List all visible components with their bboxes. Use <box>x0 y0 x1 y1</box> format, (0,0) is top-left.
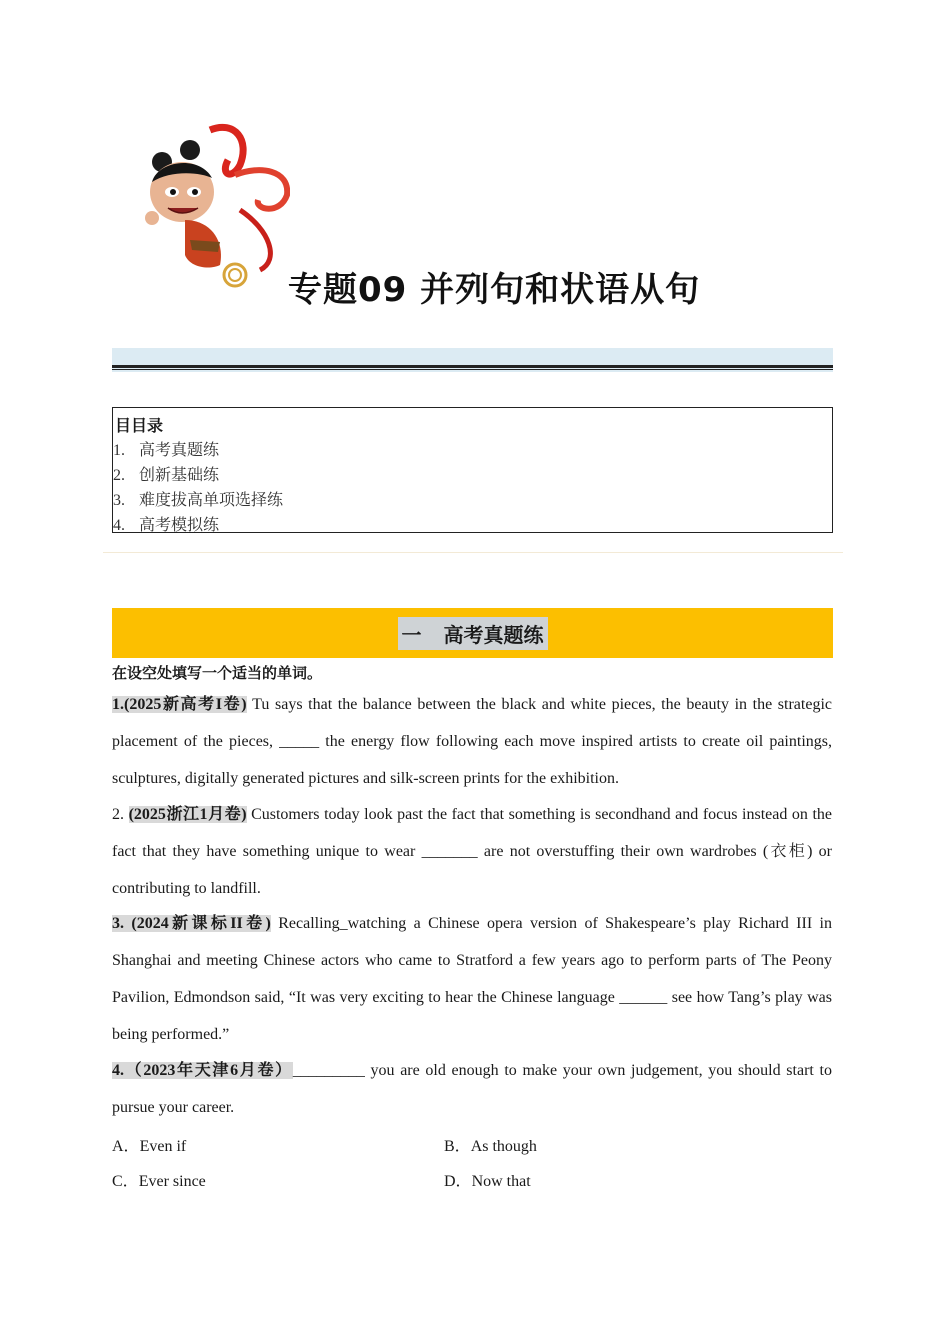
question-2: 2. (2025浙江1月卷) Customers today look past the fact that something is secondhand and focus instead on the fact that they have something unique to wear _______ are not overstuffing their own wardrobes (衣柜) or contributing to landfill. <box>112 806 833 897</box>
question-4 <box>112 1052 832 1126</box>
mascot-illustration <box>140 120 290 300</box>
question-text: Tu says that the balance between the black and white pieces, the beauty in the strategic placement of the pieces, _____ the energy flow following each move inspired artists to create oil paintings, sculptures, digitally generated pictures and silk-screen prints for the exhibition. <box>112 696 832 787</box>
page-title: 专题09 并列句和状语从句 <box>288 270 701 310</box>
instruction-text: 在设空处填写一个适当的单词。 <box>112 664 323 682</box>
table-of-contents <box>112 407 833 533</box>
option-b[interactable]: B．As though <box>444 1138 537 1155</box>
question-source-tag: (2025浙江1月卷) <box>128 806 247 823</box>
toc-item[interactable]: 1. 高考真题练 <box>113 440 220 459</box>
toc-item[interactable]: 2. 创新基础练 <box>113 465 220 484</box>
section-header <box>112 608 833 658</box>
option-a[interactable]: A．Even if <box>112 1138 187 1155</box>
toc-item[interactable]: 4. 高考模拟练 <box>113 515 220 534</box>
title-divider <box>112 348 833 372</box>
toc-item[interactable]: 3. 难度拔高单项选择练 <box>113 490 284 509</box>
question-source-tag: 1.(2025新高考I卷) <box>112 696 247 713</box>
question-1 <box>112 686 832 797</box>
question-3 <box>112 905 832 1053</box>
question-source-tag: 3. (2024新课标II卷) <box>112 915 271 932</box>
toc-title: 目目录 <box>115 416 164 435</box>
question-text: Customers today look past the fact that something is secondhand and focus instead on the fact that they have something unique to wear _______ are not overstuffing their own wardrobes (衣柜) or contributing to landfill. <box>112 806 833 897</box>
option-c[interactable]: C．Ever since <box>112 1173 206 1190</box>
option-d[interactable]: D．Now that <box>444 1173 531 1190</box>
question-text: _________ you are old enough to make your own judgement, you should start to pursue your career. <box>112 1062 832 1116</box>
question-source-tag: 4.（2023年天津6月卷） <box>112 1062 293 1079</box>
section-number: 一 <box>401 622 422 647</box>
section-divider <box>103 552 843 553</box>
section-title: 高考真题练 <box>443 622 544 647</box>
question-text: Recalling_watching a Chinese opera version of Shakespeare’s play Richard III in Shanghai and meeting Chinese actors who came to Stratford a few years ago to perform parts of The Peony Pavilion, Edmondson said, “It was very exciting to hear the Chinese language ______ see how Tang’s play was being performed.” <box>112 915 832 1043</box>
